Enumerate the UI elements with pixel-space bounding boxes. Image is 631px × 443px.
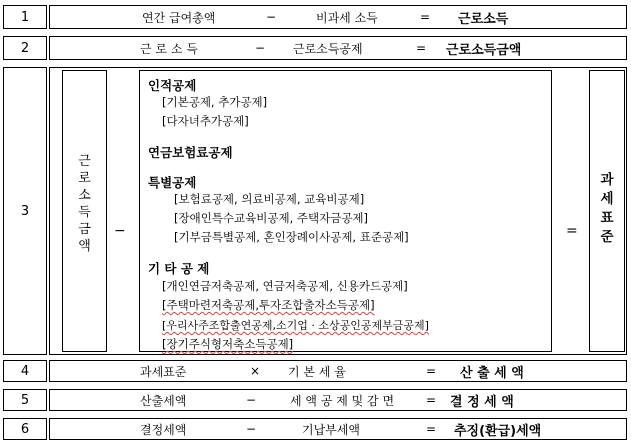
row-1-operator: − xyxy=(266,10,277,24)
row-5-result: 결 정 세 액 xyxy=(450,394,514,410)
row-1-formula xyxy=(49,5,627,29)
other-deduction-item-3: [우리사주조합출연공제,소기업 · 소상공인공제부금공제] xyxy=(162,319,429,332)
row-2-term-a: 근 로 소 득 xyxy=(140,41,198,56)
row-5-term-a: 산출세액 xyxy=(140,393,187,408)
row-1-term-a: 연간 급여총액 xyxy=(142,10,216,25)
personal-deduction-item-2: [다자녀추가공제] xyxy=(162,114,249,128)
personal-deduction-item-1: [기본공제, 추가공제] xyxy=(162,95,268,109)
deductions-box xyxy=(139,70,552,352)
section-special-deduction: 특별공제 xyxy=(148,175,197,190)
special-deduction-item-3: [기부금특별공제, 혼인장례이사공제, 표준공제] xyxy=(174,230,409,244)
row-4-number: 4 xyxy=(3,360,47,382)
row-6-term-a: 결정세액 xyxy=(140,422,187,437)
row-5-operator: − xyxy=(246,393,257,407)
other-deduction-item-2: [주택마련저축공제,투자조합출자소득공제] xyxy=(162,298,375,312)
row-1-result: 근로소득 xyxy=(458,11,509,27)
row-6-number: 6 xyxy=(3,418,47,440)
row-4-result: 산 출 세 액 xyxy=(460,365,524,381)
row-6-term-b: 기납부세액 xyxy=(302,422,360,437)
other-deduction-item-4: [장기주식형저축소득공제] xyxy=(162,337,294,351)
row-2-operator: − xyxy=(255,41,266,55)
row-4-formula xyxy=(49,360,627,382)
row-2-result: 근로소득금액 xyxy=(446,42,522,58)
row-2-term-b: 근로소득공제 xyxy=(293,41,363,56)
row-6-formula xyxy=(49,418,627,440)
row-6-result: 추징(환급)세액 xyxy=(454,423,542,439)
income-amount-box xyxy=(62,70,107,352)
row-5-equals: = xyxy=(426,393,437,407)
row-3-frame xyxy=(49,67,627,355)
row-4-term-a: 과세표준 xyxy=(140,364,187,379)
section-personal-deduction: 인적공제 xyxy=(148,78,197,93)
special-deduction-item-2: [장애인특수교육비공제, 주택자금공제] xyxy=(174,211,369,225)
row-6-operator: − xyxy=(246,422,257,436)
row-2-number: 2 xyxy=(3,36,47,60)
section-pension-insurance: 연금보험료공제 xyxy=(148,145,233,160)
tax-base-box xyxy=(589,70,625,352)
row-5-formula xyxy=(49,389,627,411)
row-1-term-b: 비과세 소득 xyxy=(316,10,378,25)
tax-base-label: 과 세 표 준 xyxy=(600,172,614,245)
row-2-equals: = xyxy=(416,41,427,55)
row-3-minus: − xyxy=(114,223,126,239)
row-3-number: 3 xyxy=(3,67,47,355)
other-deduction-item-1: [개인연금저축공제, 연금저축공제, 신용카드공제] xyxy=(162,279,408,293)
row-6-equals: = xyxy=(426,422,437,436)
row-5-term-b: 세 액 공 제 및 감 면 xyxy=(290,393,395,408)
row-3-equals: = xyxy=(566,223,578,239)
row-4-operator: × xyxy=(250,364,261,378)
row-4-equals: = xyxy=(426,364,437,378)
row-4-term-b: 기 본 세 율 xyxy=(288,364,346,379)
special-deduction-item-1: [보험료공제, 의료비공제, 교육비공제] xyxy=(174,192,365,206)
row-1-number: 1 xyxy=(3,5,47,29)
row-5-number: 5 xyxy=(3,389,47,411)
row-1-equals: = xyxy=(420,10,431,24)
income-amount-label: 근 로 소 득 금 액 xyxy=(78,154,91,254)
section-other-deduction: 기 타 공 제 xyxy=(148,261,210,276)
row-2-formula xyxy=(49,36,627,60)
